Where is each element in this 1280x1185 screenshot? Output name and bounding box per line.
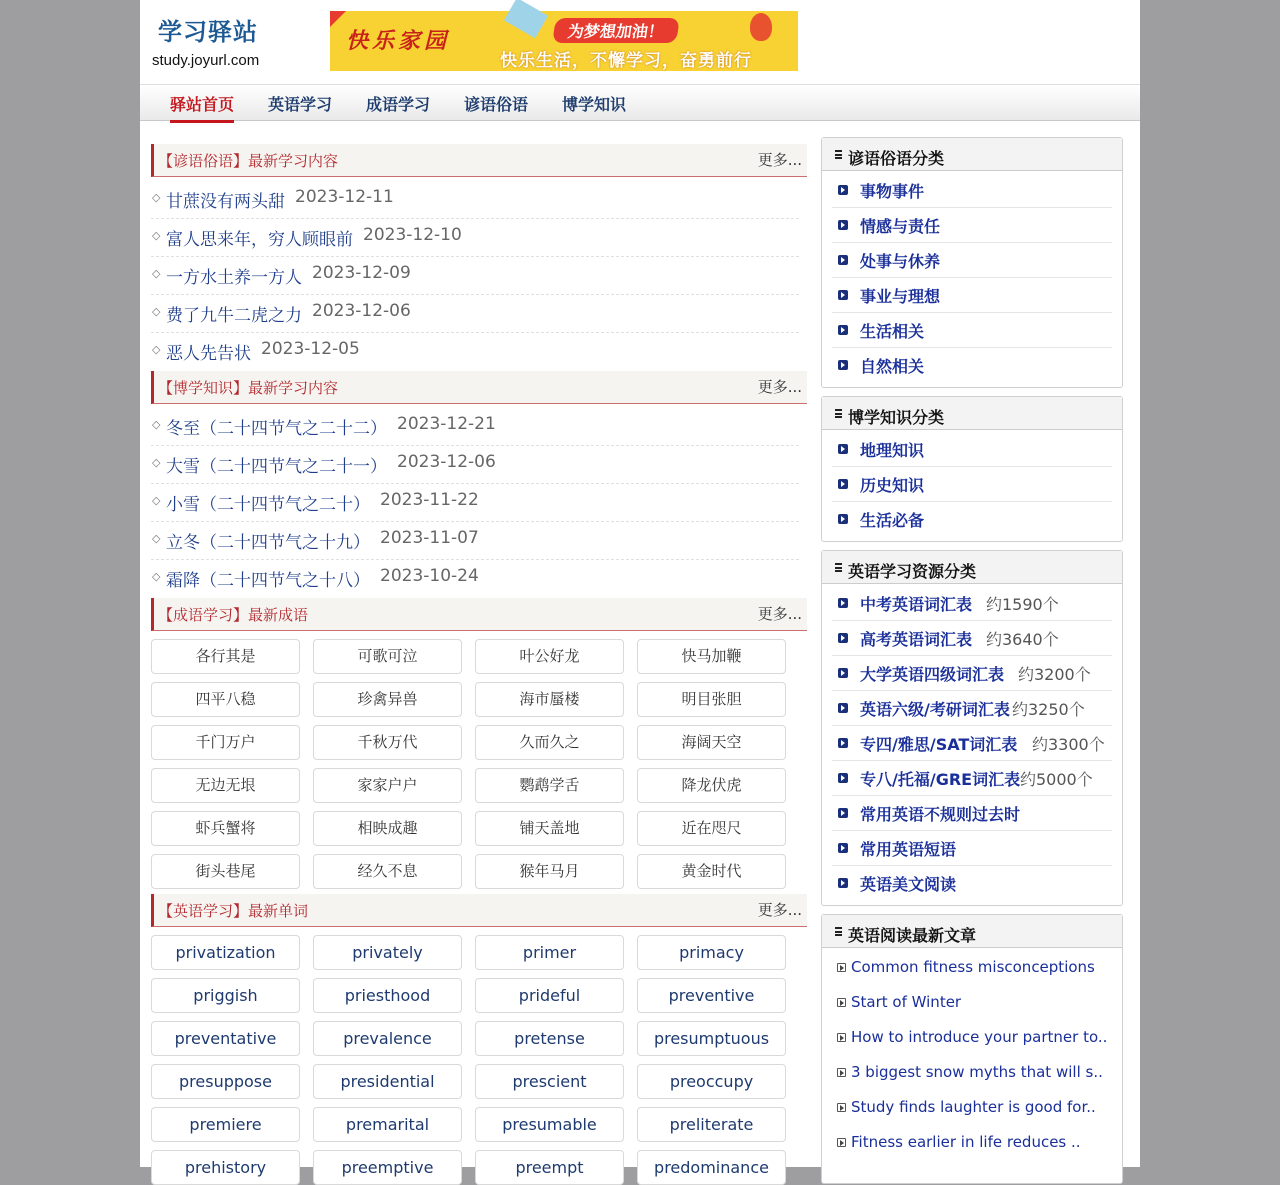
nav-proverbs[interactable]: 谚语俗语 <box>464 95 529 114</box>
panel-list-item <box>832 796 1112 831</box>
page <box>140 0 1140 1177</box>
idiom-button[interactable]: 近在咫尺 <box>637 811 786 846</box>
word-button[interactable]: preventative <box>151 1021 300 1056</box>
play-icon <box>837 1138 846 1147</box>
idiom-button[interactable]: 珍禽异兽 <box>313 682 462 717</box>
list-item <box>151 257 799 295</box>
word-count: 约3200个 <box>1018 665 1091 684</box>
menu-icon <box>835 409 842 418</box>
word-button[interactable]: presumptuous <box>637 1021 786 1056</box>
word-button[interactable]: primacy <box>637 935 786 970</box>
word-count: 约3640个 <box>986 630 1059 649</box>
category-link[interactable]: 常用英语不规则过去时 <box>860 805 1021 824</box>
banner-slogan: 快乐生活，不懈学习，奋勇前行 <box>500 51 752 71</box>
word-button[interactable]: predominance <box>637 1150 786 1185</box>
arrow-icon <box>838 598 848 608</box>
category-link[interactable]: 事物事件 <box>860 182 925 201</box>
article-item <box>832 952 1112 987</box>
panel-list-item <box>832 173 1112 208</box>
section-title: 【英语学习】最新单词 <box>158 902 309 920</box>
banner-tag: 为梦想加油！ <box>552 18 680 43</box>
idiom-button[interactable]: 虾兵蟹将 <box>151 811 300 846</box>
word-count: 约3300个 <box>1032 735 1105 754</box>
item-link[interactable]: 富人思来年，穷人顾眼前 <box>166 230 353 250</box>
item-date: 2023-10-24 <box>380 566 479 586</box>
banner-ad[interactable] <box>330 11 798 71</box>
word-button[interactable]: premarital <box>313 1107 462 1142</box>
diamond-icon: ◇ <box>152 191 161 204</box>
arrow-icon <box>838 220 848 230</box>
arrow-icon <box>838 808 848 818</box>
diamond-icon: ◇ <box>152 494 161 507</box>
word-button[interactable]: priggish <box>151 978 300 1013</box>
word-button[interactable]: presidential <box>313 1064 462 1099</box>
item-date: 2023-12-11 <box>295 187 394 207</box>
diamond-icon: ◇ <box>152 456 161 469</box>
word-button[interactable]: pretense <box>475 1021 624 1056</box>
panel-header <box>822 551 1122 584</box>
word-button[interactable]: preoccupy <box>637 1064 786 1099</box>
arrow-icon <box>838 290 848 300</box>
word-button[interactable]: prehistory <box>151 1150 300 1185</box>
panel-title: 英语学习资源分类 <box>848 562 977 581</box>
idiom-button[interactable]: 海阔天空 <box>637 725 786 760</box>
item-link[interactable]: 立冬（二十四节气之十九） <box>166 533 370 553</box>
item-date: 2023-12-06 <box>312 301 411 321</box>
english-articles-panel <box>821 914 1123 1184</box>
idiom-button[interactable]: 叶公好龙 <box>475 639 624 674</box>
category-link[interactable]: 中考英语词汇表 <box>860 595 973 614</box>
panel-title: 英语阅读最新文章 <box>848 926 977 945</box>
word-button[interactable]: presuppose <box>151 1064 300 1099</box>
idioms-section-header <box>151 598 807 631</box>
item-link[interactable]: 小雪（二十四节气之二十） <box>166 495 370 515</box>
more-link[interactable]: 更多... <box>757 151 802 169</box>
site-logo[interactable]: 学习驿站 <box>158 18 258 46</box>
arrow-icon <box>838 878 848 888</box>
arrow-icon <box>838 479 848 489</box>
panel-list-item <box>832 656 1112 691</box>
category-link[interactable]: 英语美文阅读 <box>860 875 957 894</box>
word-button[interactable]: premiere <box>151 1107 300 1142</box>
list-item <box>151 333 799 371</box>
idiom-button[interactable]: 各行其是 <box>151 639 300 674</box>
panel-list-item <box>832 502 1112 537</box>
panel-list-item <box>832 831 1112 866</box>
panel-list-item <box>832 243 1112 278</box>
panel-list-item <box>832 866 1112 901</box>
panel-header <box>822 138 1122 171</box>
idiom-button[interactable]: 街头巷尾 <box>151 854 300 889</box>
nav-home[interactable]: 驿站首页 <box>170 92 234 123</box>
diamond-icon: ◇ <box>152 418 161 431</box>
item-link[interactable]: 一方水土养一方人 <box>166 268 302 288</box>
more-link[interactable]: 更多... <box>757 605 802 623</box>
section-title: 【博学知识】最新学习内容 <box>158 379 339 397</box>
section-title: 【成语学习】最新成语 <box>158 606 309 624</box>
banner-title: 快乐家园 <box>346 28 451 54</box>
item-date: 2023-11-07 <box>380 528 479 548</box>
idiom-button[interactable]: 明目张胆 <box>637 682 786 717</box>
word-button[interactable]: privately <box>313 935 462 970</box>
article-item <box>832 1127 1112 1162</box>
word-button[interactable]: presumable <box>475 1107 624 1142</box>
article-link[interactable]: Start of Winter <box>851 993 962 1011</box>
item-link[interactable]: 恶人先告状 <box>166 344 251 364</box>
list-item <box>151 295 799 333</box>
idiom-button[interactable]: 千门万户 <box>151 725 300 760</box>
play-icon <box>837 963 846 972</box>
category-link[interactable]: 英语六级/考研词汇表 <box>860 700 1010 719</box>
flag-icon <box>330 11 346 27</box>
word-button[interactable]: preempt <box>475 1150 624 1185</box>
category-link[interactable]: 生活必备 <box>860 511 925 530</box>
panel-list-item <box>832 726 1112 761</box>
word-button[interactable]: prevalence <box>313 1021 462 1056</box>
idiom-button[interactable]: 海市蜃楼 <box>475 682 624 717</box>
category-link[interactable]: 处事与休养 <box>860 252 941 271</box>
list-item <box>151 219 799 257</box>
panel-list-item <box>832 761 1112 796</box>
category-link[interactable]: 事业与理想 <box>860 287 941 306</box>
idiom-button[interactable]: 家家户户 <box>313 768 462 803</box>
item-date: 2023-12-05 <box>261 339 360 359</box>
site-url[interactable]: study.joyurl.com <box>152 52 260 69</box>
word-button[interactable]: preliterate <box>637 1107 786 1142</box>
nav-idioms[interactable]: 成语学习 <box>366 95 431 114</box>
panel-list-item <box>832 348 1112 383</box>
knowledge-section-header <box>151 371 807 404</box>
more-link[interactable]: 更多... <box>757 901 802 919</box>
arrow-icon <box>838 773 848 783</box>
panel-list-item <box>832 313 1112 348</box>
category-link[interactable]: 大学英语四级词汇表 <box>860 665 1005 684</box>
list-item <box>151 446 799 484</box>
article-item <box>832 1057 1112 1092</box>
idiom-button[interactable]: 经久不息 <box>313 854 462 889</box>
idiom-button[interactable]: 铺天盖地 <box>475 811 624 846</box>
word-button[interactable]: prideful <box>475 978 624 1013</box>
play-icon <box>837 1068 846 1077</box>
play-icon <box>837 1103 846 1112</box>
category-link[interactable]: 生活相关 <box>860 322 925 341</box>
panel-title: 博学知识分类 <box>848 408 945 427</box>
article-link[interactable]: Study finds laughter is good for.. <box>851 1098 1096 1116</box>
nav-knowledge[interactable]: 博学知识 <box>562 95 627 114</box>
arrow-icon <box>838 185 848 195</box>
category-link[interactable]: 情感与责任 <box>860 217 941 236</box>
list-item <box>151 408 799 446</box>
word-button[interactable]: preventive <box>637 978 786 1013</box>
item-date: 2023-12-09 <box>312 263 411 283</box>
item-link[interactable]: 霜降（二十四节气之十八） <box>166 571 370 591</box>
knowledge-categories-panel <box>821 396 1123 542</box>
idiom-button[interactable]: 黄金时代 <box>637 854 786 889</box>
idiom-button[interactable]: 鹦鹉学舌 <box>475 768 624 803</box>
article-item <box>832 1022 1112 1057</box>
header <box>140 0 1140 84</box>
panel-header <box>822 915 1122 948</box>
panel-list-item <box>832 586 1112 621</box>
list-item <box>151 522 799 560</box>
panel-title: 谚语俗语分类 <box>848 149 945 168</box>
category-link[interactable]: 专八/托福/GRE词汇表 <box>860 770 1021 789</box>
arrow-icon <box>838 444 848 454</box>
category-link[interactable]: 自然相关 <box>860 357 925 376</box>
category-link[interactable]: 高考英语词汇表 <box>860 630 973 649</box>
panel-list-item <box>832 432 1112 467</box>
diamond-icon: ◇ <box>152 532 161 545</box>
category-link[interactable]: 常用英语短语 <box>860 840 957 859</box>
list-item <box>151 560 799 598</box>
arrow-icon <box>838 843 848 853</box>
article-item <box>832 1092 1112 1127</box>
english-resources-panel <box>821 550 1123 906</box>
item-date: 2023-12-21 <box>397 414 496 434</box>
category-link[interactable]: 地理知识 <box>860 441 925 460</box>
arrow-icon <box>838 633 848 643</box>
idiom-button[interactable]: 千秋万代 <box>313 725 462 760</box>
arrow-icon <box>838 325 848 335</box>
panel-list-item <box>832 208 1112 243</box>
balloon-icon <box>750 13 772 41</box>
proverb-categories-panel <box>821 137 1123 388</box>
article-link[interactable]: 3 biggest snow myths that will s.. <box>851 1063 1103 1081</box>
idiom-button[interactable]: 降龙伏虎 <box>637 768 786 803</box>
category-link[interactable]: 专四/雅思/SAT词汇表 <box>860 735 1018 754</box>
idiom-button[interactable]: 无边无垠 <box>151 768 300 803</box>
main-nav <box>140 84 1140 121</box>
idiom-button[interactable]: 四平八稳 <box>151 682 300 717</box>
idiom-button[interactable]: 相映成趣 <box>313 811 462 846</box>
article-link[interactable]: Common fitness misconceptions <box>851 958 1095 976</box>
arrow-icon <box>838 703 848 713</box>
diamond-icon: ◇ <box>152 267 161 280</box>
panel-list-item <box>832 621 1112 656</box>
word-count: 约5000个 <box>1020 770 1093 789</box>
word-button[interactable]: primer <box>475 935 624 970</box>
word-count: 约1590个 <box>986 595 1059 614</box>
idiom-button[interactable]: 久而久之 <box>475 725 624 760</box>
item-date: 2023-12-10 <box>363 225 462 245</box>
idiom-button[interactable]: 可歌可泣 <box>313 639 462 674</box>
word-count: 约3250个 <box>1012 700 1085 719</box>
kite-icon <box>504 0 548 38</box>
panel-header <box>822 397 1122 430</box>
item-date: 2023-12-06 <box>397 452 496 472</box>
menu-icon <box>835 927 842 936</box>
item-link[interactable]: 甘蔗没有两头甜 <box>166 192 285 212</box>
play-icon <box>837 1033 846 1042</box>
article-item <box>832 987 1112 1022</box>
diamond-icon: ◇ <box>152 343 161 356</box>
word-button[interactable]: preemptive <box>313 1150 462 1185</box>
arrow-icon <box>838 514 848 524</box>
article-link[interactable]: How to introduce your partner to.. <box>851 1028 1108 1046</box>
word-button[interactable]: prescient <box>475 1064 624 1099</box>
words-section-header <box>151 894 807 927</box>
arrow-icon <box>838 360 848 370</box>
idiom-button[interactable]: 猴年马月 <box>475 854 624 889</box>
list-item <box>151 484 799 522</box>
item-link[interactable]: 冬至（二十四节气之二十二） <box>166 419 387 439</box>
panel-list-item <box>832 467 1112 502</box>
panel-list-item <box>832 691 1112 726</box>
idiom-button[interactable]: 快马加鞭 <box>637 639 786 674</box>
list-item <box>151 181 799 219</box>
item-link[interactable]: 费了九牛二虎之力 <box>166 306 302 326</box>
word-button[interactable]: privatization <box>151 935 300 970</box>
arrow-icon <box>838 255 848 265</box>
menu-icon <box>835 150 842 159</box>
nav-english[interactable]: 英语学习 <box>268 95 333 114</box>
diamond-icon: ◇ <box>152 305 161 318</box>
diamond-icon: ◇ <box>152 229 161 242</box>
arrow-icon <box>838 668 848 678</box>
proverbs-section-header <box>151 144 807 177</box>
more-link[interactable]: 更多... <box>757 378 802 396</box>
category-link[interactable]: 历史知识 <box>860 476 925 495</box>
play-icon <box>837 998 846 1007</box>
panel-list-item <box>832 278 1112 313</box>
arrow-icon <box>838 738 848 748</box>
item-date: 2023-11-22 <box>380 490 479 510</box>
diamond-icon: ◇ <box>152 570 161 583</box>
item-link[interactable]: 大雪（二十四节气之二十一） <box>166 457 387 477</box>
article-link[interactable]: Fitness earlier in life reduces .. <box>851 1133 1081 1151</box>
menu-icon <box>835 563 842 572</box>
word-button[interactable]: priesthood <box>313 978 462 1013</box>
section-title: 【谚语俗语】最新学习内容 <box>158 152 339 170</box>
